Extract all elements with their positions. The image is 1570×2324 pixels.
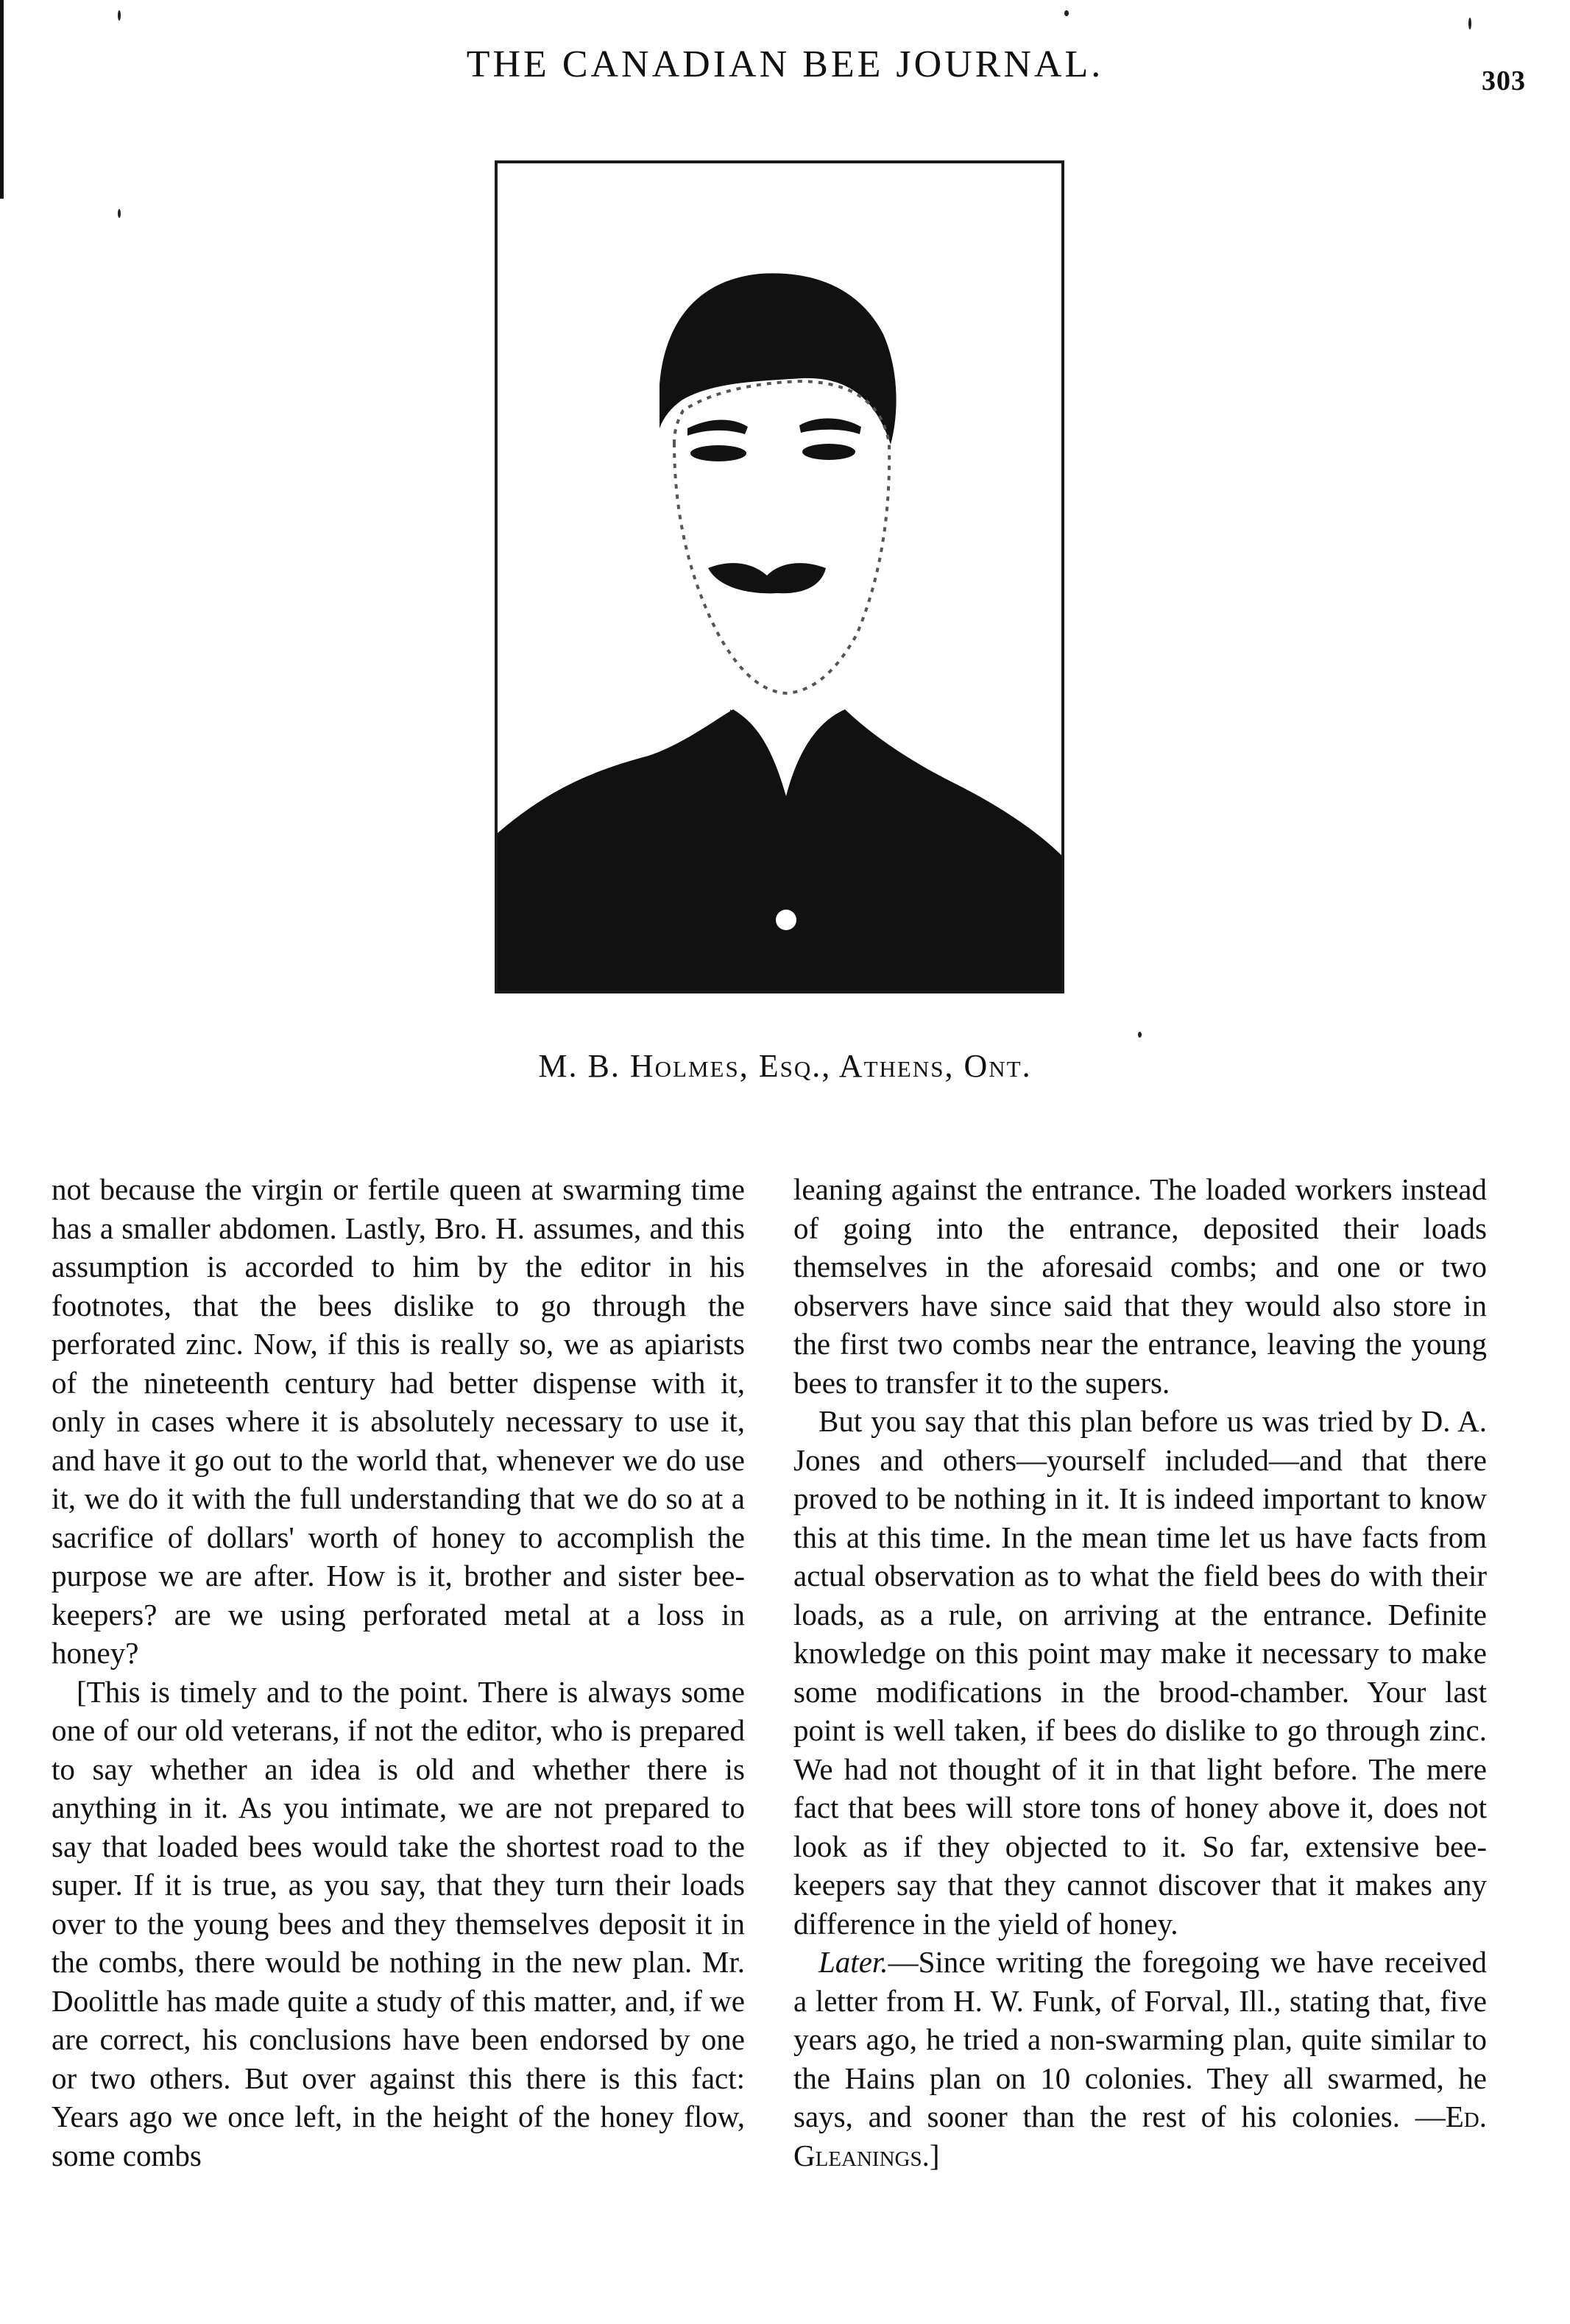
paragraph: But you say that this plan before us was tried by D. A. Jones and others—yourself included—and that there proved to be nothing in it. It is indeed important to know this at this time. In the mean time let us have facts from actual observation as to what the field bees do with their loads, as a rule, on arriving at the entrance. Definite knowledge on this point may make it necessary to make some modifications in the brood-chamber. Your last point is well taken, if bees do dislike to go through zinc. We had not thought of it in that light before. The mere fact that bees will store tons of honey above it, does not look as if they objected to it. So far, extensive bee-keepers say that they cannot discover that it makes any difference in the yield of honey. [793, 1404, 1487, 1941]
page-number: 303 [1482, 65, 1526, 96]
paragraph: leaning against the entrance. The loaded workers instead of going into the entrance, deposited their loads themselves in the aforesaid combs; and one or two observers have since said that they would also store in the first two combs near the entrance, leaving the young bees to transfer it to the supers. [793, 1172, 1487, 1400]
journal-title: THE CANADIAN BEE JOURNAL. [466, 43, 1104, 85]
portrait-caption: M. B. Holmes, Esq., Athens, Ont. [538, 1048, 1032, 1084]
left-column [52, 1170, 745, 2175]
print-speck [1468, 18, 1471, 29]
print-speck [118, 209, 121, 218]
paragraph: [This is timely and to the point. There is always some one of our old veterans, if not the editor, who is prepared to say whether an idea is old and whether there is anything in it. As you intimate, we are not prepared to say that loaded bees would take the shortest road to the super. If it is true, as you say, that they turn their loads over to the young bees and they themselves deposit it in the combs, there would be nothing in the new plan. Mr. Doolittle has made quite a study of this matter, and, if we are correct, his conclusions have been endorsed by one or two others. But over against this there is this fact: Years ago we once left, in the height of the honey flow, some combs [52, 1674, 745, 2172]
paragraph [793, 1943, 1487, 2175]
print-speck [118, 10, 121, 21]
page-edge-line [0, 0, 4, 199]
print-speck [1064, 10, 1069, 16]
print-speck [1138, 1032, 1142, 1038]
later-text: —Since writing the foregoing we have received a letter from H. W. Funk, of Forval, Ill., stating that, five years ago, he tried a non-swarming plan, quite similar to the Hains plan on 10 colonies. They all swarmed, he says, and sooner than the rest of his colonies. — [793, 1945, 1487, 2133]
later-label: Later. [818, 1945, 888, 1979]
right-column [793, 1170, 1487, 2175]
portrait-photo [495, 160, 1064, 993]
paragraph: not because the virgin or fertile queen at swarming time has a smaller abdomen. Lastly, Bro. H. assumes, and this assumption is accorded to him by the editor in his footnotes, that the bees dislike to go through the perforated zinc. Now, if this is really so, we as apiarists of the nineteenth century had better dispense with it, only in cases where it is absolutely necessary to use it, and have it go out to the world that, whenever we do use it, we do it with the full understanding that we do so at a sacrifice of dollars' worth of honey to accomplish the purpose we are after. How is it, brother and sister bee-keepers? are we using perforated metal at a loss in honey? [52, 1172, 745, 1670]
signature: Ed. Gleanings.] [793, 2100, 1487, 2172]
